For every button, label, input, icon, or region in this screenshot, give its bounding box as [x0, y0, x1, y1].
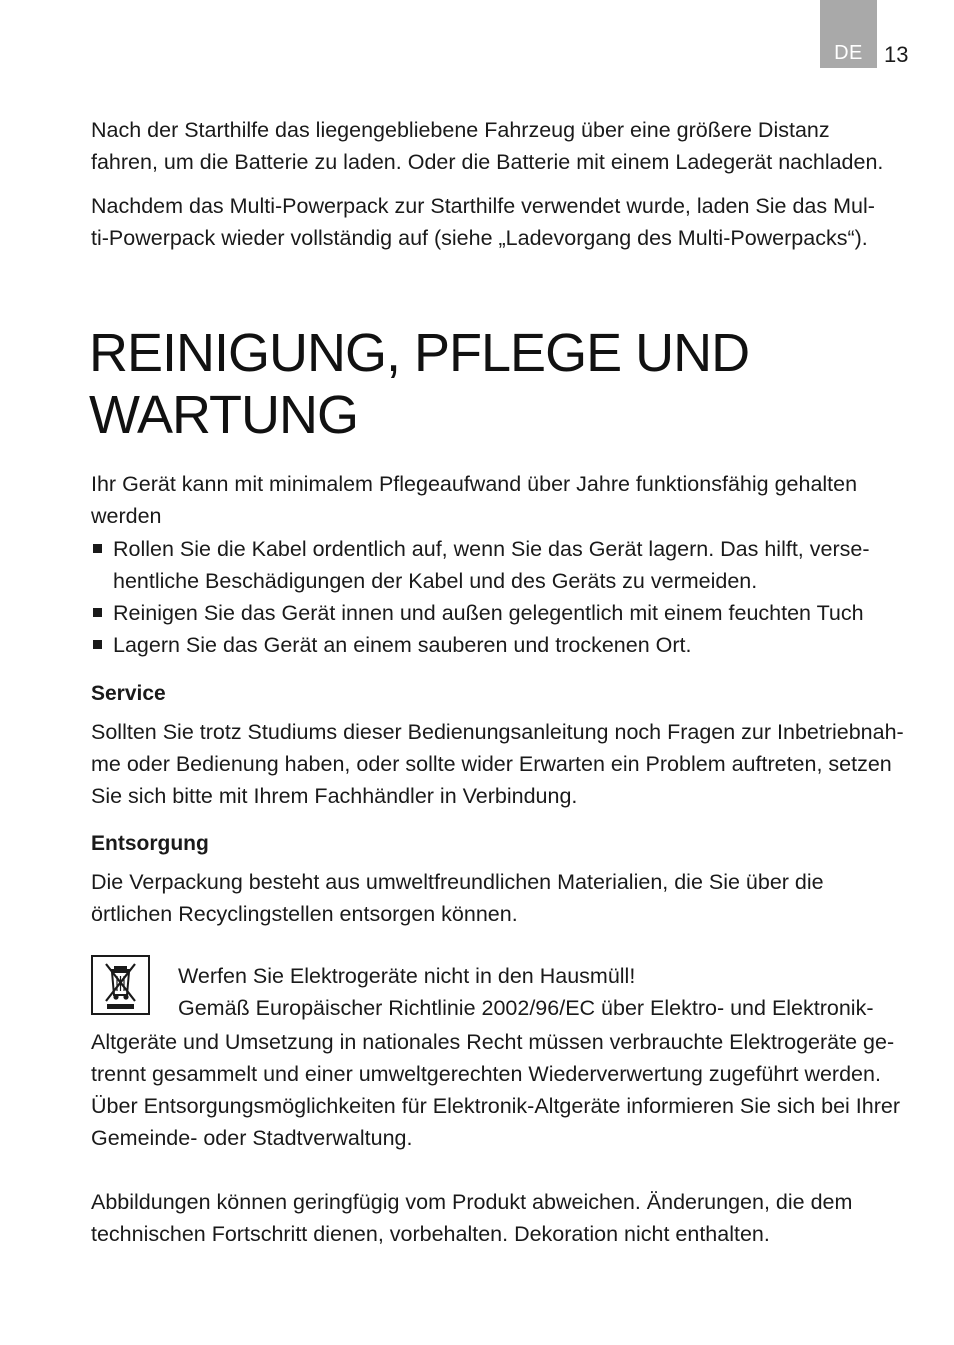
- square-bullet-icon: [93, 544, 102, 553]
- text-line: Altgeräte und Umsetzung in nationales Recht müssen verbrauchte Elektrogeräte ge-: [91, 1030, 895, 1054]
- square-bullet-icon: [93, 608, 102, 617]
- care-intro-paragraph: [91, 468, 913, 532]
- text-line: hentliche Beschädigungen der Kabel und des Geräts zu vermeiden.: [113, 569, 758, 593]
- text-line: Die Verpackung besteht aus umweltfreundlichen Materialien, die Sie über die: [91, 870, 824, 894]
- disclaimer-paragraph: [91, 1186, 913, 1250]
- service-heading: Service: [91, 682, 166, 705]
- text-line: technischen Fortschritt dienen, vorbehalten. Dekoration nicht enthalten.: [91, 1222, 770, 1246]
- text-line: Lagern Sie das Gerät an einem sauberen und trockenen Ort.: [113, 633, 692, 657]
- weee-directive-line: Gemäß Europäischer Richtlinie 2002/96/EC über Elektro- und Elektronik-: [178, 996, 874, 1020]
- list-item: [91, 629, 913, 661]
- weee-notice-line: Werfen Sie Elektrogeräte nicht in den Hausmüll!: [178, 964, 636, 988]
- text-line: Ihr Gerät kann mit minimalem Pflegeaufwand über Jahre funktionsfähig gehalten: [91, 472, 858, 496]
- care-bullet-list: [91, 533, 913, 661]
- intro-paragraph-2: [91, 190, 913, 254]
- text-line: Nach der Starthilfe das liegengebliebene Fahrzeug über eine größere Distanz: [91, 118, 830, 142]
- weee-paragraph: [91, 1026, 913, 1154]
- language-code: DE: [834, 42, 863, 64]
- text-line: Sollten Sie trotz Studiums dieser Bedienungsanleitung noch Fragen zur Inbetriebnah-: [91, 720, 904, 744]
- text-line: me oder Bedienung haben, oder sollte wider Erwarten ein Problem auftreten, setzen: [91, 752, 892, 776]
- text-line: Rollen Sie die Kabel ordentlich auf, wenn Sie das Gerät lagern. Das hilft, verse-: [113, 537, 870, 561]
- text-line: Abbildungen können geringfügig vom Produkt abweichen. Änderungen, die dem: [91, 1190, 853, 1214]
- page-number: 13: [884, 42, 909, 67]
- text-line: werden: [91, 504, 162, 528]
- text-line: Reinigen Sie das Gerät innen und außen gelegentlich mit einem feuchten Tuch: [113, 601, 864, 625]
- intro-paragraph-1: [91, 114, 913, 178]
- crossed-out-wheelie-bin-icon: [91, 955, 150, 1015]
- square-bullet-icon: [93, 640, 102, 649]
- text-line: Gemeinde- oder Stadtverwaltung.: [91, 1126, 413, 1150]
- text-line: trennt gesammelt und einer umweltgerechten Wiederverwertung zugeführt werden.: [91, 1062, 881, 1086]
- disposal-heading: Entsorgung: [91, 832, 209, 855]
- text-line: Über Entsorgungsmöglichkeiten für Elektronik-Altgeräte informieren Sie sich bei Ihrer: [91, 1094, 901, 1118]
- section-title: [89, 322, 909, 446]
- text-line: fahren, um die Batterie zu laden. Oder die Batterie mit einem Ladegerät nachladen.: [91, 150, 884, 174]
- disposal-paragraph: [91, 866, 913, 930]
- title-line: WARTUNG: [89, 385, 358, 445]
- text-line: örtlichen Recyclingstellen entsorgen können.: [91, 902, 518, 926]
- list-item: [91, 533, 913, 597]
- title-line: REINIGUNG, PFLEGE UND: [89, 323, 750, 383]
- list-item: [91, 597, 913, 629]
- text-line: Nachdem das Multi-Powerpack zur Starthilfe verwendet wurde, laden Sie das Mul-: [91, 194, 875, 218]
- language-tab: [820, 0, 877, 68]
- service-paragraph: [91, 716, 913, 812]
- text-line: ti-Powerpack wieder vollständig auf (siehe „Ladevorgang des Multi-Powerpacks“).: [91, 226, 868, 250]
- text-line: Sie sich bitte mit Ihrem Fachhändler in Verbindung.: [91, 784, 578, 808]
